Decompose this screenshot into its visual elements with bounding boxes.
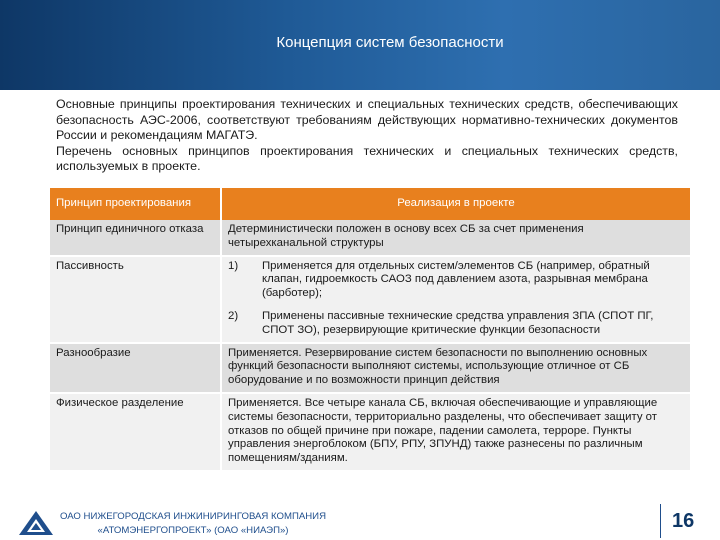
table-row xyxy=(50,256,690,343)
implementation-cell: Детерминистически положен в основу всех СБ за счет применения четырехканальной структуры xyxy=(221,220,690,256)
table-row xyxy=(50,393,690,471)
table-row xyxy=(50,343,690,393)
implementation-cell: Применяется. Резервирование систем безопасности по выполнению основных функций безопасности выполняют системы, использующие отличное от СБ оборудование и по возможности принцип действия xyxy=(221,343,690,393)
slide-title: Концепция систем безопасности xyxy=(276,34,504,51)
list-item xyxy=(228,310,684,338)
implementation-cell xyxy=(221,256,690,343)
list-item-text: Применены пассивные технические средства управления ЗПА (СПОТ ПГ, СПОТ ЗО), резервирующие критические функции безопасности xyxy=(262,309,654,336)
header-implementation: Реализация в проекте xyxy=(221,188,690,220)
table-row xyxy=(50,220,690,256)
intro-text xyxy=(56,97,678,175)
intro-paragraph-1: Основные принципы проектирования технических и специальных технических средств, обеспечивающих безопасность АЭС-2006, соответствуют требованиям действующих нормативно-технических документов России и рекомендациям МАГАТЭ. xyxy=(56,97,678,143)
list-item-text: Применяется для отдельных систем/элементов СБ (например, обратный клапан, гидроемкость САОЗ под давлением азота, разрывная мембрана (барботер); xyxy=(262,259,650,300)
intro-paragraph-2: Перечень основных принципов проектирования технических и специальных технических средств, используемых в проекте. xyxy=(56,143,678,174)
organization-name xyxy=(58,510,328,538)
principles-table xyxy=(50,188,690,472)
organization-line-2: «АТОМЭНЕРГОПРОЕКТ» (ОАО «НИАЭП») xyxy=(97,525,289,536)
niaep-triangle-logo-icon xyxy=(18,510,54,536)
list-item-number: 2) xyxy=(228,309,239,322)
list-item-number: 1) xyxy=(228,259,239,272)
principle-cell: Разнообразие xyxy=(50,343,221,393)
principle-cell: Пассивность xyxy=(50,256,221,343)
header-principle: Принцип проектирования xyxy=(50,188,221,220)
header-banner xyxy=(0,0,720,90)
list-item xyxy=(228,260,684,301)
page-number: 16 xyxy=(672,510,695,532)
organization-line-1: ОАО НИЖЕГОРОДСКАЯ ИНЖИНИРИНГОВАЯ КОМПАНИЯ xyxy=(59,511,326,522)
principle-cell: Принцип единичного отказа xyxy=(50,220,221,256)
table-header-row xyxy=(50,188,690,220)
principle-cell: Физическое разделение xyxy=(50,393,221,471)
footer xyxy=(0,500,720,540)
implementation-cell: Применяется. Все четыре канала СБ, включая обеспечивающие и управляющие системы безопасности, территориально разделены, что обеспечивает защиту от отказов по общей причине при пожаре, падении самолета, терроре. Пункты управления энергоблоком (БПУ, РПУ, ЗПУНД) также разнесены по различным помещениям/зданиям. xyxy=(221,393,690,471)
